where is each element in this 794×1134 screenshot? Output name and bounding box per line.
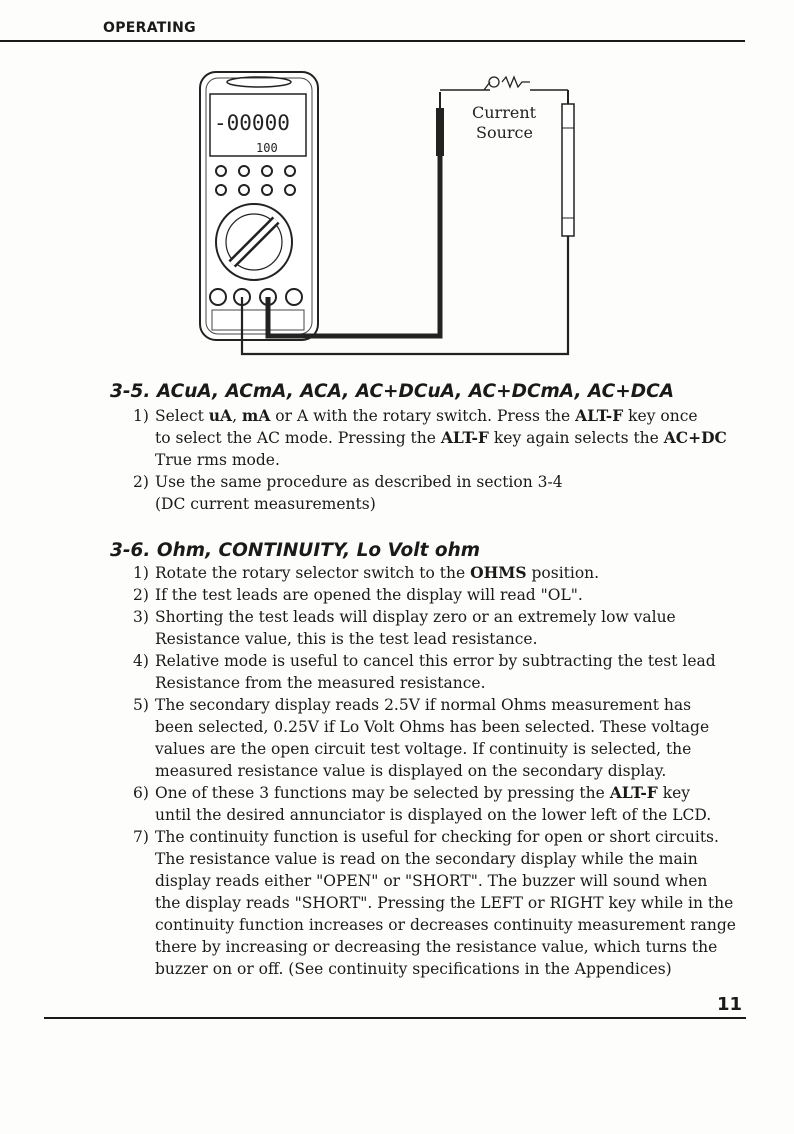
list-item: 2) Use the same procedure as described in section 3-4 (DC current measurements) [133, 473, 563, 513]
section-3-6-title: 3-6. Ohm, CONTINUITY, Lo Volt ohm [110, 540, 481, 561]
list-item: 6) One of these 3 functions may be selected by pressing the ALT-F key until the desired annunciator is displayed on the lower left of the LCD. [133, 783, 712, 824]
current-source-label-line2: Source [476, 123, 533, 142]
list-item: 3) Shorting the test leads will display zero or an extremely low value Resistance value, this is the test lead resistance. [133, 608, 676, 648]
footer-rule [44, 1017, 746, 1019]
section-3-6-list [133, 562, 736, 980]
source-symbol [489, 77, 499, 87]
meter-display-secondary: 100 [256, 141, 278, 155]
list-item: 4) Relative mode is useful to cancel this error by subtracting the test lead Resistance from the measured resistance. [133, 652, 716, 692]
list-item: 1) Select uA, mA or A with the rotary switch. Press the ALT-F key once to select the AC mode. Pressing the ALT-F key again selects the AC+DC True rms mode. [133, 406, 727, 469]
list-item: 2) If the test leads are opened the display will read "OL". [133, 586, 583, 604]
running-header: OPERATING [103, 20, 196, 36]
list-item: 5) The secondary display reads 2.5V if normal Ohms measurement has been selected, 0.25V if Lo Volt Ohms has been selected. These voltage values are the open circuit test voltage. If continuity is selected, the measured resistance value is displayed on the secondary display. [133, 696, 710, 780]
header-rule [0, 40, 745, 42]
resistor-symbol [484, 77, 530, 90]
page-number: 11 [716, 994, 742, 1015]
meter-display-main: -00000 [214, 111, 290, 135]
current-source-label-line1: Current [472, 103, 537, 122]
list-item: 7) The continuity function is useful for checking for open or short circuits. The resistance value is read on the secondary display while the main display reads either "OPEN" or "SHORT". The buzzer will sound when the display reads "SHORT". Pressing the LEFT or RIGHT key while in the continuity function increases or decreases continuity measurement range there by increasing or decreasing the resistance value, which turns the buzzer on or off. (See continuity specifications in the Appendices) [133, 828, 736, 978]
multimeter-figure [190, 68, 590, 368]
section-3-5-title: 3-5. ACuA, ACmA, ACA, AC+DCuA, AC+DCmA, AC+DCA [110, 381, 675, 402]
list-item: 1) Rotate the rotary selector switch to the OHMS position. [133, 563, 600, 582]
section-3-5-list [133, 405, 727, 515]
